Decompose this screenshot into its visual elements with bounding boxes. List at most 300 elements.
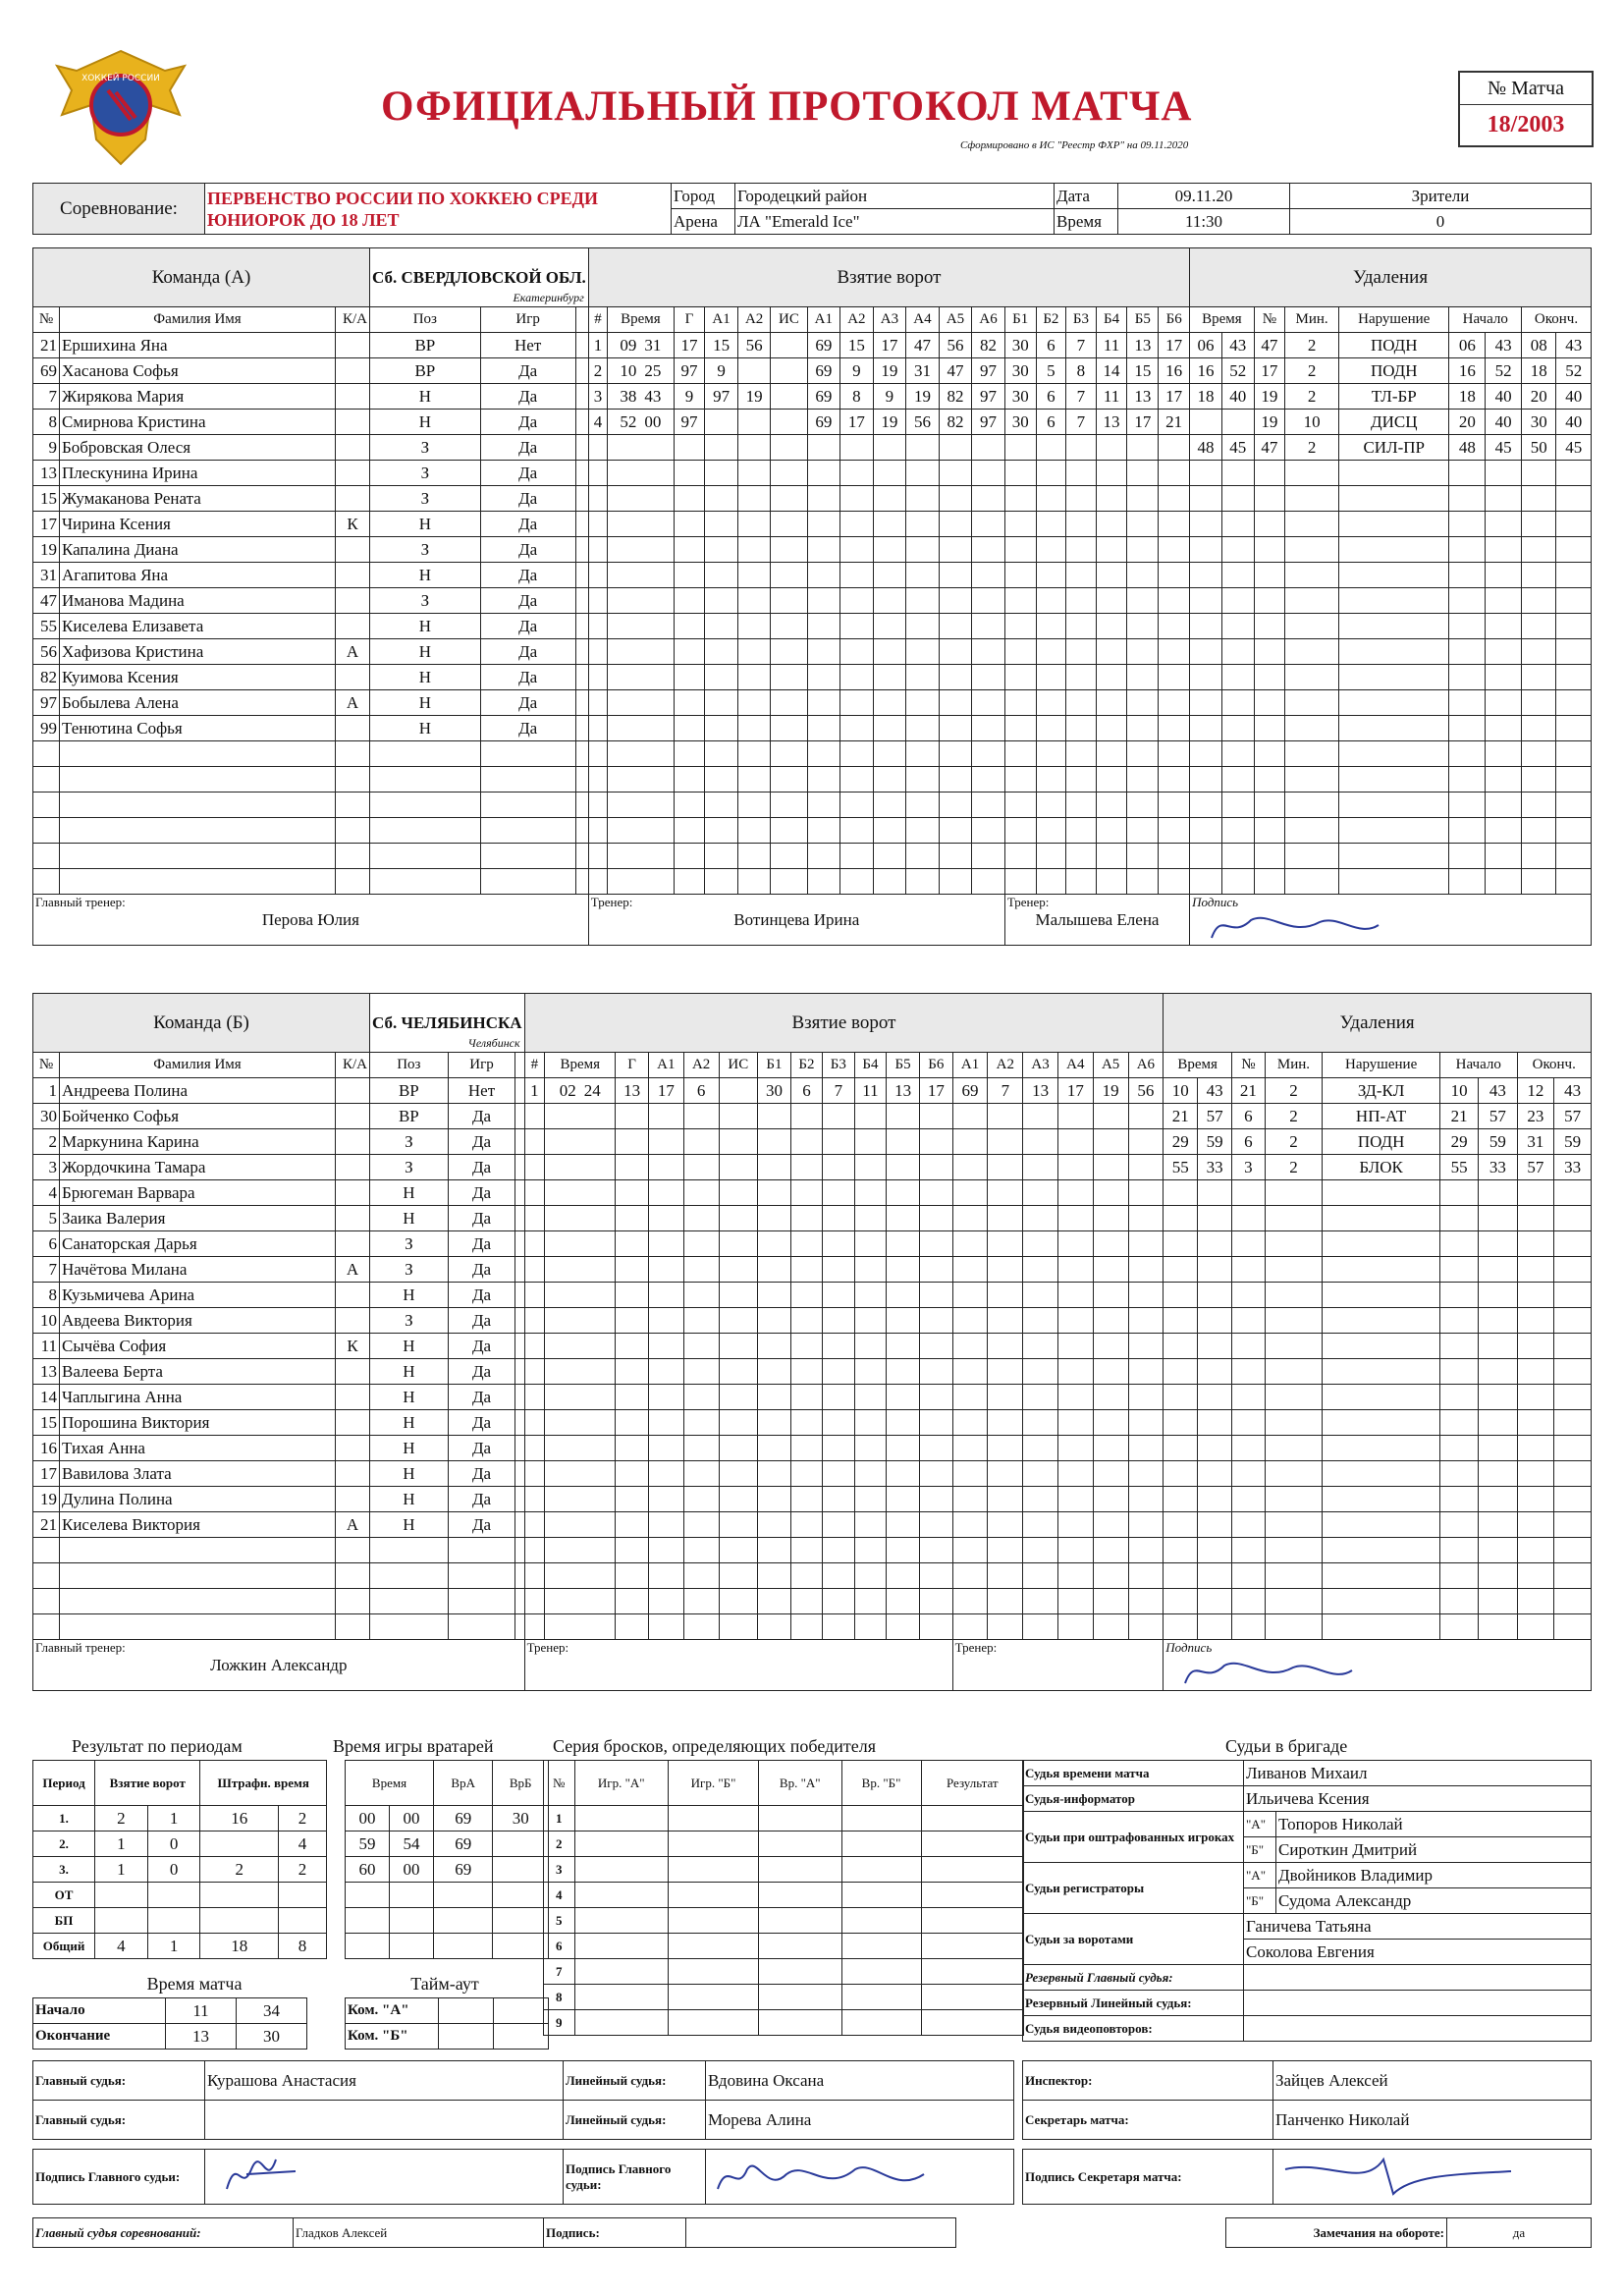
penalty-cell (1254, 818, 1285, 844)
player-name: Жордочкина Тамара (60, 1155, 336, 1180)
player-name: Маркунина Карина (60, 1129, 336, 1155)
col-play: Игр (480, 307, 575, 333)
player-number: 1 (33, 1078, 60, 1104)
recorder-b: Судома Александр (1276, 1888, 1592, 1914)
goal-col: Время (608, 307, 675, 333)
team_b-table (32, 993, 1592, 1691)
goal-cell: 19 (737, 384, 771, 410)
player-row (33, 537, 1592, 563)
shootout-no: 3 (544, 1857, 575, 1883)
goal-cell: 14 (1096, 358, 1127, 384)
penalty-cell (1486, 512, 1522, 537)
player-name: Бобровская Олеся (60, 435, 336, 461)
penalty-cell (1323, 1180, 1440, 1206)
goal-cell (952, 1257, 988, 1283)
goal-cell (1036, 512, 1066, 537)
penalty-cell (1486, 767, 1522, 793)
coach-1-name: Вотинцева Ирина (733, 910, 860, 929)
goal-cell (1093, 1155, 1128, 1180)
player-position (370, 1589, 449, 1614)
goal-cell (972, 486, 1005, 512)
goal-cell (906, 767, 940, 793)
goal-cell (719, 1487, 758, 1512)
penalty-cell (1198, 1589, 1232, 1614)
goal-cell (919, 1283, 952, 1308)
goal-cell (988, 1257, 1023, 1283)
goal-cell (988, 1334, 1023, 1359)
goal-cell (807, 588, 840, 614)
goal-cell (771, 563, 807, 588)
goal-cell (823, 1231, 854, 1257)
player-row (33, 690, 1592, 716)
goal-cell (737, 588, 771, 614)
player-row (33, 1614, 1592, 1640)
penalty-cell (1486, 537, 1522, 563)
player-number: 97 (33, 690, 60, 716)
goal-cell (988, 1487, 1023, 1512)
goal-cell (906, 614, 940, 639)
player-number: 19 (33, 1487, 60, 1512)
page-title: ОФИЦИАЛЬНЫЙ ПРОТОКОЛ МАТЧА (381, 83, 1193, 130)
periods-title: Результат по периодам (72, 1736, 243, 1756)
penalty-cell (1479, 1461, 1517, 1487)
goal-cell (705, 844, 738, 869)
penalty-cell (1285, 563, 1339, 588)
player-row (33, 1308, 1592, 1334)
player-number: 31 (33, 563, 60, 588)
goal-cell (939, 767, 972, 793)
goal-cell (1004, 690, 1036, 716)
player-row (33, 1283, 1592, 1308)
goal-cell (887, 1359, 920, 1385)
goal-cell (616, 1461, 649, 1487)
goal-cell (683, 1231, 719, 1257)
period-cell: Общий (33, 1934, 95, 1959)
goal-cell (887, 1461, 920, 1487)
goal-cell (524, 1206, 545, 1231)
goal-cell (1036, 793, 1066, 818)
penalty-cell (1190, 486, 1222, 512)
goal-cell (683, 1359, 719, 1385)
goal-cell (952, 1487, 988, 1512)
start-min: 34 (237, 1998, 307, 2024)
player-position: Н (370, 690, 481, 716)
player-position: Н (370, 665, 481, 690)
main-referee-label-2: Главный судья: (33, 2101, 205, 2140)
goal-col: ИС (719, 1053, 758, 1078)
period-cell: 2. (33, 1831, 95, 1857)
goal-cell (588, 716, 607, 741)
goal-cell (1004, 512, 1036, 537)
player-role (336, 588, 370, 614)
date-value: 09.11.20 (1118, 184, 1290, 209)
penalty-cell (1221, 461, 1254, 486)
penalty-cell: 6 (1232, 1129, 1266, 1155)
penalty-cell (1486, 665, 1522, 690)
penalty-cell (1190, 767, 1222, 793)
player-name: Сычёва София (60, 1334, 336, 1359)
goal-cell (1023, 1257, 1058, 1283)
penalty-cell (1554, 1231, 1592, 1257)
player-row (33, 1563, 1592, 1589)
penalty-cell (1232, 1334, 1266, 1359)
shootout-row (544, 1806, 1024, 1831)
goal-cell (608, 716, 675, 741)
penalty-cell: 40 (1486, 384, 1522, 410)
goal-cell (807, 563, 840, 588)
goal-cell (952, 1359, 988, 1385)
goal-cell (919, 1104, 952, 1129)
goal-cell (1093, 1283, 1128, 1308)
goal-cell (906, 461, 940, 486)
competition-name: ПЕРВЕНСТВО РОССИИ ПО ХОККЕЮ СРЕДИ ЮНИОРОК ДО 18 ЛЕТ (205, 184, 672, 235)
penalty-cell (1323, 1512, 1440, 1538)
player-row (33, 869, 1592, 895)
penalty-cell (1198, 1385, 1232, 1410)
goal-cell (887, 1129, 920, 1155)
goal-cell (648, 1283, 683, 1308)
goal-cell (737, 461, 771, 486)
penalty-cell (1265, 1385, 1322, 1410)
player-played: Да (480, 461, 575, 486)
period-cell: 4 (279, 1831, 327, 1857)
period-cell: 2 (279, 1857, 327, 1883)
goal-cell (823, 1104, 854, 1129)
goal-cell (952, 1410, 988, 1436)
col-name: Фамилия Имя (60, 307, 336, 333)
team_a-label: Команда (А) (33, 248, 370, 307)
goal-cell: 19 (906, 384, 940, 410)
goal-cell (524, 1436, 545, 1461)
penalty-cell (1440, 1180, 1479, 1206)
player-row (33, 588, 1592, 614)
goal-cell (906, 741, 940, 767)
goal-cell (790, 1104, 822, 1129)
goal-cell (683, 1563, 719, 1589)
player-name: Плескунина Ирина (60, 461, 336, 486)
goal-cell (790, 1436, 822, 1461)
player-name: Агапитова Яна (60, 563, 336, 588)
goal-cell (771, 690, 807, 716)
coach-signature (1190, 895, 1592, 946)
goal-cell (1057, 1461, 1093, 1487)
penalty-cell: 40 (1556, 384, 1592, 410)
player-row (33, 410, 1592, 435)
goal-cell (1023, 1563, 1058, 1589)
player-role (336, 741, 370, 767)
player-row (33, 461, 1592, 486)
penalty-cell (1479, 1283, 1517, 1308)
goal-cell (919, 1257, 952, 1283)
goal-cell: 7 (1066, 384, 1097, 410)
goal-cell (758, 1538, 791, 1563)
goal-cell (1036, 614, 1066, 639)
goal-cell (972, 767, 1005, 793)
coach-1-cell (588, 895, 1004, 946)
penalty-cell: 10 (1440, 1078, 1479, 1104)
goal-cell (1057, 1231, 1093, 1257)
arena-label: Арена (672, 209, 735, 235)
goal-cell (683, 1589, 719, 1614)
goal-cell (790, 1206, 822, 1231)
goal-cell (1023, 1436, 1058, 1461)
goal-cell (952, 1129, 988, 1155)
penalty-cell (1198, 1563, 1232, 1589)
goal-cell (919, 1538, 952, 1563)
goal-cell (705, 537, 738, 563)
goal-min: 09 (620, 335, 637, 355)
goal-cell (1093, 1206, 1128, 1231)
penalty-cell (1479, 1538, 1517, 1563)
player-position: З (370, 1231, 449, 1257)
goal-cell (1057, 1385, 1093, 1410)
goal-sec: 43 (644, 386, 662, 406)
penalty-cell (1232, 1589, 1266, 1614)
penalty-cell (1517, 1563, 1554, 1589)
goal-cell (524, 1538, 545, 1563)
goal-cell (1066, 767, 1097, 793)
player-number: 9 (33, 435, 60, 461)
player-number: 19 (33, 537, 60, 563)
penalty-cell (1486, 869, 1522, 895)
goal-cell (524, 1129, 545, 1155)
penalty-cell: 33 (1198, 1155, 1232, 1180)
secretary-label: Секретарь матча: (1023, 2101, 1273, 2140)
goal-cell: 17 (674, 333, 705, 358)
goal-cell (807, 486, 840, 512)
goal-cell: 56 (737, 333, 771, 358)
penalty-cell (1440, 1385, 1479, 1410)
player-position: Н (370, 639, 481, 665)
penalty-cell (1254, 614, 1285, 639)
penalty-cell (1164, 1206, 1198, 1231)
player-role: А (336, 639, 370, 665)
goal-cell (705, 767, 738, 793)
chief-table (32, 2217, 1592, 2248)
goal-cell (674, 486, 705, 512)
player-position: Н (370, 716, 481, 741)
head-coach-name: Перова Юлия (261, 910, 359, 929)
goal-cell (705, 665, 738, 690)
goal-cell (758, 1461, 791, 1487)
player-name: Жирякова Мария (60, 384, 336, 410)
goal-cell: 17 (1159, 384, 1190, 410)
goal-cell (771, 793, 807, 818)
goal-cell (616, 1385, 649, 1410)
period-cell (279, 1908, 327, 1934)
goal-cell (1036, 639, 1066, 665)
player-number: 5 (33, 1206, 60, 1231)
penalty-cell: ПОДН (1339, 358, 1449, 384)
player-number: 8 (33, 410, 60, 435)
team-b-mark: "Б" (1244, 1888, 1276, 1914)
penalty-cell (1449, 563, 1486, 588)
col-no: № (33, 307, 60, 333)
goal-cell (1093, 1308, 1128, 1334)
player-name (60, 741, 336, 767)
goal-cell (1004, 588, 1036, 614)
penalty-cell (1232, 1283, 1266, 1308)
player-row (33, 1436, 1592, 1461)
goal-cell (1023, 1487, 1058, 1512)
penalty-cell (1285, 486, 1339, 512)
goal-cell (1127, 869, 1159, 895)
goal-cell (1023, 1385, 1058, 1410)
goal-cell: 1 (588, 333, 607, 358)
team-b-block (32, 993, 1592, 1691)
goal-cell (719, 1410, 758, 1436)
goal-cell (1023, 1104, 1058, 1129)
penalty-cell (1198, 1206, 1232, 1231)
goal-cell (771, 767, 807, 793)
player-position: Н (370, 1436, 449, 1461)
head-coach-cell (33, 895, 589, 946)
goal-cell (648, 1436, 683, 1461)
penalty-cell: 45 (1556, 435, 1592, 461)
player-role (336, 1563, 370, 1589)
penalty-cell (1323, 1487, 1440, 1512)
goal-cell (952, 1104, 988, 1129)
goal-cell (972, 869, 1005, 895)
player-position: Н (370, 1410, 449, 1436)
end-min: 30 (237, 2024, 307, 2050)
player-played: Да (480, 665, 575, 690)
goal-cell (719, 1308, 758, 1334)
player-role (336, 1436, 370, 1461)
goal-cell (823, 1283, 854, 1308)
goal-cell (823, 1308, 854, 1334)
penalty-cell (1265, 1589, 1322, 1614)
shootout-table (543, 1760, 1024, 2036)
goal-cell (683, 1129, 719, 1155)
goal-cell (616, 1410, 649, 1436)
goal-cell (1093, 1563, 1128, 1589)
shootout-row (544, 1857, 1024, 1883)
goal-cell (683, 1614, 719, 1640)
penalty-cell: 18 (1449, 384, 1486, 410)
penalty-cell: 2 (1285, 384, 1339, 410)
player-number: 17 (33, 1461, 60, 1487)
goal-cell (648, 1308, 683, 1334)
penalty-cell (1556, 588, 1592, 614)
goal-col: Б6 (919, 1053, 952, 1078)
player-role (336, 716, 370, 741)
goal-cell (648, 1563, 683, 1589)
player-played: Да (448, 1436, 515, 1461)
goal-cell (545, 1180, 616, 1206)
goal-col: А1 (648, 1053, 683, 1078)
penalty-cell (1339, 512, 1449, 537)
penalty-cell (1198, 1487, 1232, 1512)
goal-min: 10 (620, 360, 637, 380)
goal-cell (616, 1614, 649, 1640)
penalty-cell (1190, 665, 1222, 690)
penalty-cell (1449, 665, 1486, 690)
goal-cell (758, 1563, 791, 1589)
goal-cell (719, 1129, 758, 1155)
period-cell (200, 1908, 279, 1934)
player-row (33, 384, 1592, 410)
main-referee-1: Курашова Анастасия (205, 2061, 564, 2101)
goal-cell (952, 1308, 988, 1334)
goal-col: Б6 (1159, 307, 1190, 333)
goal-col: # (588, 307, 607, 333)
goal-cell (906, 537, 940, 563)
goal-cell (648, 1461, 683, 1487)
match-number-label: № Матча (1460, 73, 1592, 105)
goal-cell (683, 1487, 719, 1512)
goal-cell (790, 1589, 822, 1614)
goal-cell (1004, 869, 1036, 895)
penalty-col: Нарушение (1339, 307, 1449, 333)
goal-cell: 30 (1004, 410, 1036, 435)
goal-cell (873, 461, 906, 486)
goal-col: А1 (807, 307, 840, 333)
player-role (336, 1589, 370, 1614)
goalie-cell: 69 (433, 1831, 492, 1857)
coach-2-cell (1004, 895, 1189, 946)
spectators-label: Зрители (1290, 184, 1592, 209)
goal-cell (616, 1257, 649, 1283)
player-played: Да (448, 1129, 515, 1155)
goal-cell (988, 1563, 1023, 1589)
goal-cell: 9 (705, 358, 738, 384)
team_b-name (370, 994, 525, 1053)
player-number (33, 818, 60, 844)
main-referee-label-1: Главный судья: (33, 2061, 205, 2101)
goal-cell (1036, 869, 1066, 895)
goal-cell: 1 (524, 1078, 545, 1104)
goal-cell: 11 (1096, 384, 1127, 410)
penalty-cell (1517, 1512, 1554, 1538)
penalty-cell: ТЛ-БР (1339, 384, 1449, 410)
penalty-cell (1556, 563, 1592, 588)
penalty-cell (1198, 1283, 1232, 1308)
goal-cell (790, 1385, 822, 1410)
penalty-cell (1164, 1461, 1198, 1487)
penalty-cell (1479, 1334, 1517, 1359)
goal-cell (988, 1359, 1023, 1385)
secretary: Панченко Николай (1273, 2101, 1592, 2140)
penalty-cell (1440, 1231, 1479, 1257)
goal-cell (608, 741, 675, 767)
goal-cell (737, 741, 771, 767)
goal-cell (1093, 1487, 1128, 1512)
player-row (33, 1334, 1592, 1359)
player-played: Да (448, 1308, 515, 1334)
penalty-cell (1198, 1180, 1232, 1206)
goal-cell (588, 741, 607, 767)
chief-sign (686, 2218, 956, 2248)
goal-cell (972, 588, 1005, 614)
player-row (33, 614, 1592, 639)
goal-cell (939, 512, 972, 537)
player-played: Нет (480, 333, 575, 358)
penalty-cell (1522, 665, 1556, 690)
goal-cell (919, 1308, 952, 1334)
goal-cell (972, 716, 1005, 741)
goal-cell (952, 1461, 988, 1487)
time-label: Время (1055, 209, 1118, 235)
player-position: Н (370, 1206, 449, 1231)
goal-cell (683, 1180, 719, 1206)
penalty-cell (1265, 1283, 1322, 1308)
penalty-cell (1254, 588, 1285, 614)
penalty-cell (1198, 1334, 1232, 1359)
goal-cell (1023, 1589, 1058, 1614)
goal-cell (1004, 461, 1036, 486)
penalty-cell (1517, 1359, 1554, 1385)
